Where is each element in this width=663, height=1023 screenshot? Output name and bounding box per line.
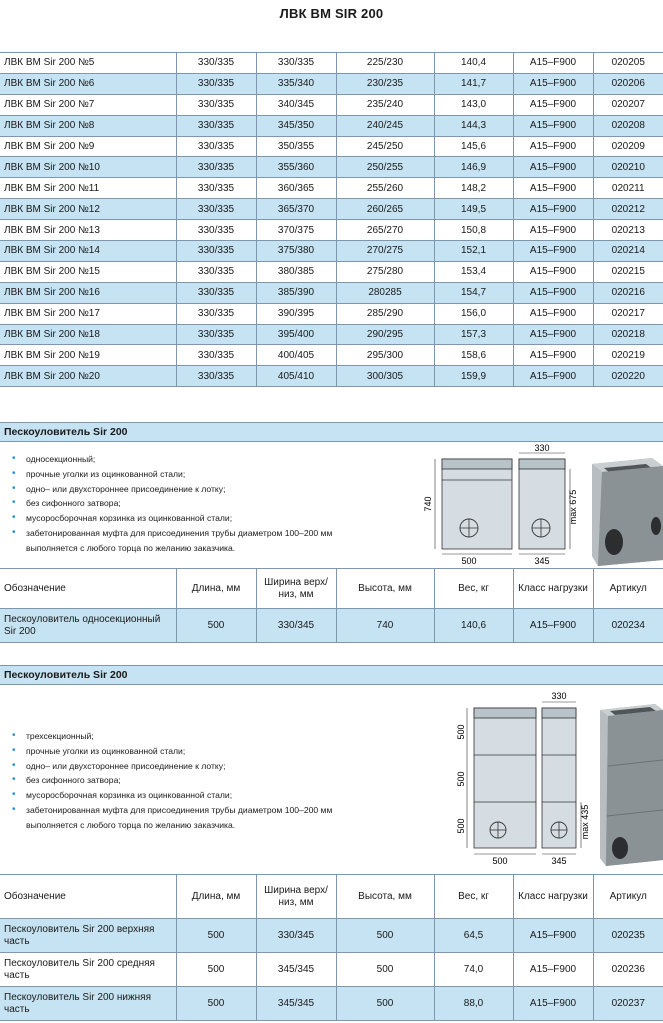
list-item [12, 541, 332, 556]
column-header: Артикул [593, 569, 663, 609]
table-cell: 64,5 [434, 919, 513, 953]
table-cell: 330/335 [176, 178, 256, 199]
table-cell: 330/335 [176, 157, 256, 178]
table-cell: 020209 [593, 136, 663, 157]
table-cell: 370/375 [256, 220, 336, 241]
table-cell: 152,1 [434, 241, 513, 262]
table-cell: 159,9 [434, 366, 513, 387]
table-cell: 88,0 [434, 987, 513, 1021]
table-cell: 300/305 [336, 366, 434, 387]
table-cell: A15–F900 [513, 324, 593, 345]
table-cell: 330/335 [176, 53, 256, 74]
table-row [0, 366, 663, 387]
list-item-text: трехсекционный; [26, 731, 94, 741]
dim-width-label: 500 [492, 856, 508, 866]
list-item [12, 511, 332, 526]
table-row [0, 345, 663, 366]
bullet-icon: • [12, 512, 16, 524]
table-cell: 500 [336, 953, 434, 987]
dim-bottom-width-label: 345 [551, 856, 567, 866]
dim-height-label: 740 [423, 496, 433, 512]
table-cell: A15–F900 [513, 282, 593, 303]
table-cell: ЛВК BM Sir 200 №14 [0, 241, 176, 262]
table-cell: 330/335 [176, 94, 256, 115]
table-cell: A15–F900 [513, 261, 593, 282]
table-cell: 235/240 [336, 94, 434, 115]
table-cell: 270/275 [336, 241, 434, 262]
list-item-text: выполняется с любого торца по желанию заказчика. [26, 542, 236, 553]
table-cell: 330/335 [256, 53, 336, 74]
dim-width-label: 500 [461, 556, 477, 566]
section1-drawing [420, 442, 663, 570]
table-cell: 360/365 [256, 178, 336, 199]
column-header: Обозначение [0, 569, 176, 609]
table-cell: 145,6 [434, 136, 513, 157]
list-item-text: мусоросборочная корзинка из оцинкованной стали; [26, 790, 233, 801]
table-cell: 140,6 [434, 609, 513, 643]
bullet-icon: • [12, 803, 16, 815]
table-row [0, 609, 663, 643]
list-item-text: мусоросборочная корзинка из оцинкованной стали; [26, 513, 233, 524]
section2-header: Пескоуловитель Sir 200 [0, 665, 663, 685]
table-cell: 365/370 [256, 199, 336, 220]
table-cell: ЛВК BM Sir 200 №6 [0, 73, 176, 94]
table-cell: 500 [336, 919, 434, 953]
table-cell: 275/280 [336, 261, 434, 282]
table-cell: 020214 [593, 241, 663, 262]
list-item-text: выполняется с любого торца по желанию заказчика. [26, 819, 236, 830]
column-header: Высота, мм [336, 569, 434, 609]
table-cell: 390/395 [256, 303, 336, 324]
dim-max-height-label: max 675 [568, 489, 578, 525]
list-item [12, 482, 332, 497]
list-item-text: прочные уголки из оцинкованной стали; [26, 468, 186, 479]
table-cell: ЛВК BM Sir 200 №10 [0, 157, 176, 178]
table-cell: 500 [336, 987, 434, 1021]
table-row [0, 241, 663, 262]
table-row [0, 178, 663, 199]
section2-bullets [12, 729, 332, 833]
column-header: Длина, мм [176, 569, 256, 609]
dim-h3-label: 500 [456, 818, 466, 834]
product-3d-image [592, 458, 663, 566]
bullet-icon: • [12, 789, 16, 801]
table-cell: Пескоуловитель Sir 200 средняя часть [0, 953, 176, 987]
table-cell: 240/245 [336, 115, 434, 136]
front-view [442, 459, 512, 549]
list-item-text: забетонированная муфта для присоединения трубы диаметром 100–200 мм [26, 804, 333, 815]
table-cell: 500 [176, 609, 256, 643]
table-cell: 020237 [593, 987, 663, 1021]
table-cell: 330/335 [176, 136, 256, 157]
table-cell: A15–F900 [513, 919, 593, 953]
table-cell: ЛВК BM Sir 200 №7 [0, 94, 176, 115]
table-cell: 385/390 [256, 282, 336, 303]
table-cell: ЛВК BM Sir 200 №15 [0, 261, 176, 282]
table-cell: 375/380 [256, 241, 336, 262]
table-cell: 345/345 [256, 987, 336, 1021]
column-header: Артикул [593, 875, 663, 919]
table-row [0, 136, 663, 157]
list-item [12, 526, 332, 541]
dim-bottom-width-label: 345 [534, 556, 550, 566]
table-row [0, 73, 663, 94]
list-item-text: без сифонного затвора; [26, 775, 121, 786]
column-header: Высота, мм [336, 875, 434, 919]
table-cell: 230/235 [336, 73, 434, 94]
table-cell: 020205 [593, 53, 663, 74]
table-cell: Пескоуловитель Sir 200 нижняя часть [0, 987, 176, 1021]
table-cell: A15–F900 [513, 987, 593, 1021]
bullet-icon: • [12, 497, 16, 509]
bullet-icon: • [12, 467, 16, 479]
table-cell: 330/335 [176, 345, 256, 366]
table-cell: 340/345 [256, 94, 336, 115]
table-row [0, 303, 663, 324]
table-cell: A15–F900 [513, 73, 593, 94]
column-header: Ширина верх/низ, мм [256, 875, 336, 919]
table-cell: 156,0 [434, 303, 513, 324]
table-cell: A15–F900 [513, 345, 593, 366]
table-cell: 500 [176, 919, 256, 953]
table-cell: 020218 [593, 324, 663, 345]
table-cell: 020216 [593, 282, 663, 303]
table-cell: 295/300 [336, 345, 434, 366]
list-item-text: без сифонного затвора; [26, 498, 121, 509]
table-cell: 146,9 [434, 157, 513, 178]
column-header: Класс нагрузки [513, 569, 593, 609]
bullet-icon: • [12, 526, 16, 538]
list-item-text: одно– или двухстороннее присоединение к лотку; [26, 483, 226, 494]
list-item [12, 803, 332, 818]
bullet-icon: • [12, 744, 16, 756]
table-cell: 330/335 [176, 73, 256, 94]
dim-h2-label: 500 [456, 771, 466, 787]
table-row [0, 919, 663, 953]
table-cell: 285/290 [336, 303, 434, 324]
dim-max-height-label: max 435 [580, 804, 590, 840]
table-cell: A15–F900 [513, 303, 593, 324]
table-row [0, 53, 663, 74]
table-cell: Пескоуловитель односекционный Sir 200 [0, 609, 176, 643]
dim-top-width-label: 330 [551, 691, 567, 701]
table-cell: ЛВК BM Sir 200 №12 [0, 199, 176, 220]
table-cell: 250/255 [336, 157, 434, 178]
list-item [12, 744, 332, 759]
list-item [12, 788, 332, 803]
list-item-text: прочные уголки из оцинкованной стали; [26, 745, 186, 756]
table-cell: ЛВК BM Sir 200 №18 [0, 324, 176, 345]
table-row [0, 953, 663, 987]
table-cell: A15–F900 [513, 115, 593, 136]
table-cell: 149,5 [434, 199, 513, 220]
table-cell: A15–F900 [513, 136, 593, 157]
table-cell: 020211 [593, 178, 663, 199]
list-item [12, 452, 332, 467]
list-item-text: односекционный; [26, 454, 96, 464]
table-header-row [0, 875, 663, 919]
main-table [0, 52, 663, 387]
table-cell: 148,2 [434, 178, 513, 199]
table-cell: 74,0 [434, 953, 513, 987]
table-cell: 141,7 [434, 73, 513, 94]
table-cell: 020208 [593, 115, 663, 136]
table-cell: A15–F900 [513, 157, 593, 178]
table-cell: 280285 [336, 282, 434, 303]
bullet-icon: • [12, 774, 16, 786]
table-cell: 158,6 [434, 345, 513, 366]
table-cell: A15–F900 [513, 366, 593, 387]
list-item [12, 773, 332, 788]
table-cell: 260/265 [336, 199, 434, 220]
table-cell: 154,7 [434, 282, 513, 303]
table-cell: 400/405 [256, 345, 336, 366]
table-cell: A15–F900 [513, 241, 593, 262]
table-cell: 330/345 [256, 919, 336, 953]
table-cell: 330/335 [176, 366, 256, 387]
table-cell: 020213 [593, 220, 663, 241]
table-cell: ЛВК BM Sir 200 №16 [0, 282, 176, 303]
table-cell: 020217 [593, 303, 663, 324]
table-cell: 330/335 [176, 241, 256, 262]
page-title: ЛВК BM SIR 200 [279, 6, 384, 21]
table-cell: 345/345 [256, 953, 336, 987]
bullet-icon: • [12, 759, 16, 771]
table-cell: 330/335 [176, 199, 256, 220]
table-cell: A15–F900 [513, 220, 593, 241]
table-row [0, 987, 663, 1021]
list-item [12, 759, 332, 774]
table-cell: 157,3 [434, 324, 513, 345]
table-cell: 330/335 [176, 324, 256, 345]
table-cell: Пескоуловитель Sir 200 верхняя часть [0, 919, 176, 953]
table-cell: 500 [176, 953, 256, 987]
table-cell: ЛВК BM Sir 200 №19 [0, 345, 176, 366]
table-cell: A15–F900 [513, 199, 593, 220]
table-cell: 355/360 [256, 157, 336, 178]
table-cell: 020219 [593, 345, 663, 366]
table-cell: 740 [336, 609, 434, 643]
table-row [0, 220, 663, 241]
column-header: Вес, кг [434, 569, 513, 609]
table-cell: ЛВК BM Sir 200 №8 [0, 115, 176, 136]
table-cell: 265/270 [336, 220, 434, 241]
table-cell: A15–F900 [513, 953, 593, 987]
list-item-text: забетонированная муфта для присоединения трубы диаметром 100–200 мм [26, 527, 333, 538]
table-cell: 020234 [593, 609, 663, 643]
bullet-icon: • [12, 730, 16, 741]
column-header: Длина, мм [176, 875, 256, 919]
table-header-row [0, 569, 663, 609]
column-header: Ширина верх/низ, мм [256, 569, 336, 609]
table-row [0, 324, 663, 345]
table-cell: A15–F900 [513, 178, 593, 199]
table-cell: ЛВК BM Sir 200 №13 [0, 220, 176, 241]
table-cell: ЛВК BM Sir 200 №5 [0, 53, 176, 74]
table-cell: 020236 [593, 953, 663, 987]
table-cell: 345/350 [256, 115, 336, 136]
list-item [12, 729, 332, 744]
table-cell: A15–F900 [513, 609, 593, 643]
table-cell: 020215 [593, 261, 663, 282]
table-cell: ЛВК BM Sir 200 №20 [0, 366, 176, 387]
table-cell: 290/295 [336, 324, 434, 345]
product-3d-image [600, 704, 663, 866]
table-cell: A15–F900 [513, 53, 593, 74]
table-cell: 255/260 [336, 178, 434, 199]
table-cell: 405/410 [256, 366, 336, 387]
list-item-text: одно– или двухстороннее присоединение к лотку; [26, 760, 226, 771]
table-cell: 150,8 [434, 220, 513, 241]
table-row [0, 282, 663, 303]
dim-top-width-label: 330 [534, 443, 550, 453]
section2-table [0, 874, 663, 1021]
column-header: Вес, кг [434, 875, 513, 919]
table-cell: A15–F900 [513, 94, 593, 115]
table-cell: ЛВК BM Sir 200 №11 [0, 178, 176, 199]
list-item [12, 496, 332, 511]
side-view [519, 459, 565, 549]
bullet-icon: • [12, 453, 16, 464]
table-cell: 020220 [593, 366, 663, 387]
section1-table [0, 568, 663, 643]
table-cell: 140,4 [434, 53, 513, 74]
section1-header: Пескоуловитель Sir 200 [0, 422, 663, 442]
table-cell: 330/335 [176, 282, 256, 303]
table-cell: 395/400 [256, 324, 336, 345]
table-row [0, 94, 663, 115]
bullet-icon: • [12, 482, 16, 494]
table-row [0, 261, 663, 282]
table-cell: 330/335 [176, 261, 256, 282]
table-cell: 020210 [593, 157, 663, 178]
table-row [0, 157, 663, 178]
table-cell: 330/335 [176, 115, 256, 136]
table-cell: 330/335 [176, 220, 256, 241]
column-header: Класс нагрузки [513, 875, 593, 919]
table-cell: 380/385 [256, 261, 336, 282]
table-cell: 020206 [593, 73, 663, 94]
table-cell: 245/250 [336, 136, 434, 157]
table-row [0, 199, 663, 220]
table-cell: 020235 [593, 919, 663, 953]
table-cell: 500 [176, 987, 256, 1021]
column-header: Обозначение [0, 875, 176, 919]
list-item [12, 818, 332, 833]
table-cell: 330/335 [176, 303, 256, 324]
table-cell: 143,0 [434, 94, 513, 115]
table-cell: 335/340 [256, 73, 336, 94]
table-cell: 330/345 [256, 609, 336, 643]
list-item [12, 467, 332, 482]
table-cell: 153,4 [434, 261, 513, 282]
table-cell: 350/355 [256, 136, 336, 157]
table-cell: 144,3 [434, 115, 513, 136]
section2-drawing [450, 688, 663, 870]
table-row [0, 115, 663, 136]
table-cell: 020212 [593, 199, 663, 220]
table-cell: 020207 [593, 94, 663, 115]
table-cell: ЛВК BM Sir 200 №9 [0, 136, 176, 157]
table-cell: 225/230 [336, 53, 434, 74]
dim-h1-label: 500 [456, 724, 466, 740]
table-cell: ЛВК BM Sir 200 №17 [0, 303, 176, 324]
section1-bullets [12, 452, 332, 556]
